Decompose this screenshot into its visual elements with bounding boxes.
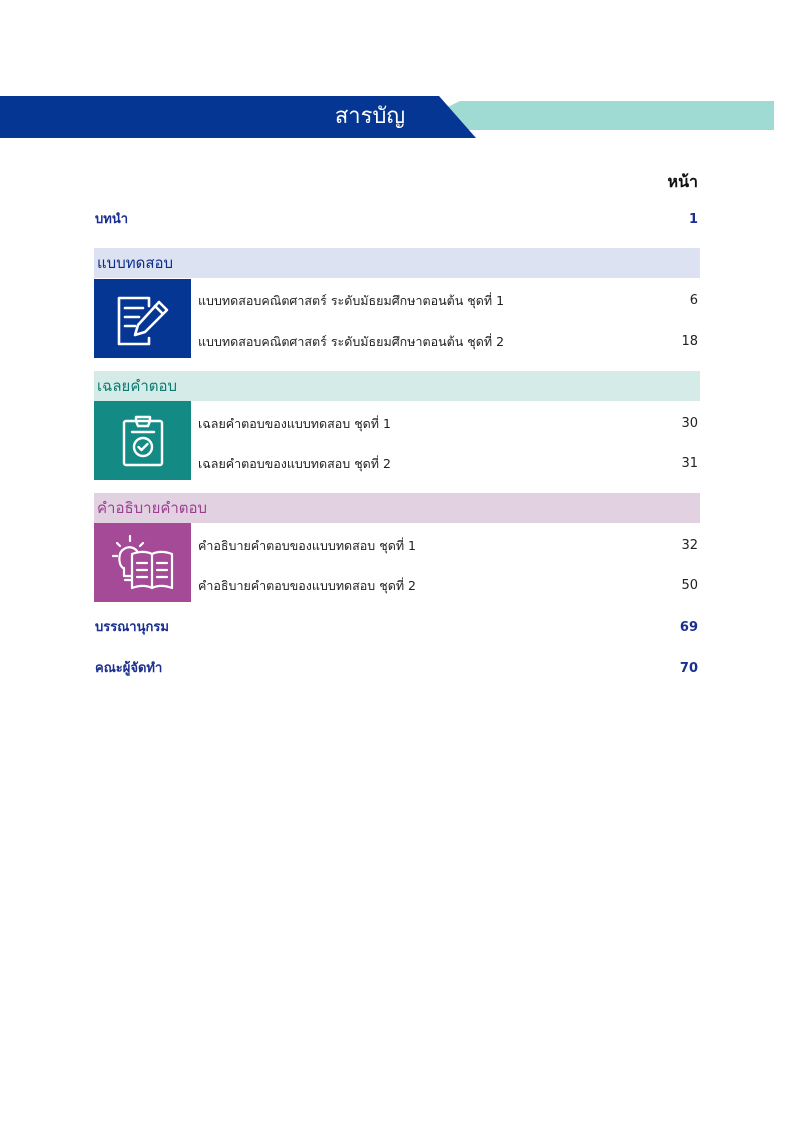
- toc-entry-label: คำอธิบายคำตอบของแบบทดสอบ ชุดที่ 2: [198, 578, 416, 593]
- toc-entry-page: 32: [681, 538, 698, 553]
- toc-entry-test-2[interactable]: [198, 331, 698, 353]
- toc-entry-page: 1: [688, 212, 698, 227]
- page-column-header: หน้า: [667, 172, 698, 191]
- section-icon-box-answers: [94, 401, 191, 480]
- section-heading-tests: [94, 248, 700, 278]
- toc-entry-page: 6: [689, 293, 698, 308]
- clipboard-check-icon: [120, 414, 166, 468]
- toc-entry-label: เฉลยคำตอบของแบบทดสอบ ชุดที่ 1: [198, 416, 391, 431]
- toc-entry-page: 18: [681, 334, 698, 349]
- section-icon-box-tests: [94, 279, 191, 358]
- section-icon-box-explanations: [94, 523, 191, 602]
- toc-entry-test-1[interactable]: [198, 290, 698, 312]
- section-heading-explanations: [94, 493, 700, 523]
- toc-entry-answer-1[interactable]: [198, 413, 698, 435]
- toc-entry-label: แบบทดสอบคณิตศาสตร์ ระดับมัธยมศึกษาตอนต้น ชุดที่ 1: [198, 293, 505, 308]
- lightbulb-book-icon: [110, 534, 176, 592]
- exam-writing-icon: [115, 292, 171, 346]
- page-title: สารบัญ: [334, 104, 406, 129]
- toc-entry-page: 31: [681, 456, 698, 471]
- toc-entry-bibliography[interactable]: [95, 616, 698, 640]
- toc-entry-page: 70: [679, 661, 698, 676]
- toc-entry-explanation-2[interactable]: [198, 575, 698, 597]
- toc-entry-intro[interactable]: [95, 208, 698, 232]
- section-heading-label: เฉลยคำตอบ: [97, 377, 178, 395]
- toc-entry-page: 50: [681, 578, 698, 593]
- toc-entry-label: คณะผู้จัดทำ: [95, 661, 163, 676]
- toc-entry-label: คำอธิบายคำตอบของแบบทดสอบ ชุดที่ 1: [198, 538, 416, 553]
- toc-entry-label: แบบทดสอบคณิตศาสตร์ ระดับมัธยมศึกษาตอนต้น ชุดที่ 2: [198, 334, 505, 349]
- toc-entry-label: เฉลยคำตอบของแบบทดสอบ ชุดที่ 2: [198, 456, 391, 471]
- section-heading-label: คำอธิบายคำตอบ: [97, 499, 208, 517]
- toc-entry-label: บทนำ: [95, 212, 129, 227]
- toc-entry-explanation-1[interactable]: [198, 535, 698, 557]
- toc-entry-label: บรรณานุกรม: [95, 620, 169, 635]
- toc-entry-page: 30: [681, 416, 698, 431]
- toc-entry-answer-2[interactable]: [198, 453, 698, 475]
- toc-entry-credits[interactable]: [95, 657, 698, 681]
- section-heading-answers: [94, 371, 700, 401]
- section-heading-label: แบบทดสอบ: [97, 254, 174, 272]
- toc-entry-page: 69: [679, 620, 698, 635]
